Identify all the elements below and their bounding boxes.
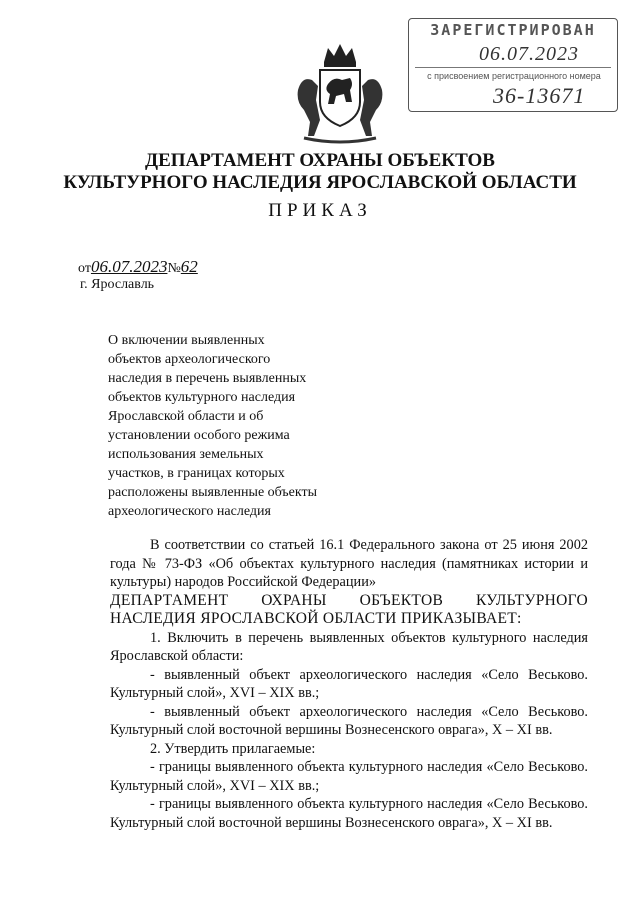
department-name-line2: КУЛЬТУРНОГО НАСЛЕДИЯ ЯРОСЛАВСКОЙ ОБЛАСТИ bbox=[63, 172, 577, 193]
order-subject bbox=[108, 331, 358, 521]
department-name-line1: ДЕПАРТАМЕНТ ОХРАНЫ ОБЪЕКТОВ bbox=[145, 150, 495, 171]
order-body bbox=[110, 536, 588, 832]
coat-of-arms-icon bbox=[290, 40, 390, 150]
stamp-divider bbox=[415, 67, 611, 68]
item-2-subitem-2: - границы выявленного объекта культурного наследия «Село Веськово. Культурный слой восточной вершины Вознесенского оврага», X – XI вв. bbox=[110, 796, 588, 831]
stamp-number: 36-13671 bbox=[493, 83, 586, 108]
item-2-paragraph: 2. Утвердить прилагаемые: bbox=[150, 740, 316, 757]
order-number: 62 bbox=[180, 257, 198, 276]
subject-line: использования земельных bbox=[108, 447, 264, 462]
subject-line: О включении выявленных bbox=[108, 333, 265, 348]
subject-line: объектов археологического bbox=[108, 352, 271, 367]
item-1-subitem-1: - выявленный объект археологического наследия «Село Веськово. Культурный слой», XVI – XIX вв.; bbox=[110, 666, 588, 701]
subject-line: объектов культурного наследия bbox=[108, 390, 296, 405]
stamp-note: с присвоением регистрационного номера bbox=[427, 71, 601, 81]
stamp-title: ЗАРЕГИСТРИРОВАН bbox=[430, 21, 596, 39]
subject-line: наследия в перечень выявленных bbox=[108, 371, 307, 386]
city: г. Ярославль bbox=[80, 277, 155, 292]
subject-line: установлении особого режима bbox=[108, 428, 290, 443]
date-prefix: от bbox=[78, 261, 91, 276]
order-date-line bbox=[78, 257, 198, 277]
registration-stamp bbox=[408, 18, 618, 112]
order-date: 06.07.2023 bbox=[90, 257, 168, 276]
stamp-date: 06.07.2023 bbox=[479, 43, 579, 65]
subject-line: участков, в границах которых bbox=[108, 466, 285, 481]
subject-line: археологического наследия bbox=[108, 504, 271, 519]
document-type: ПРИКАЗ bbox=[268, 200, 372, 221]
item-1-subitem-2: - выявленный объект археологического наследия «Село Веськово. Культурный слой восточной вершины Вознесенского оврага», X – XI вв. bbox=[110, 703, 588, 738]
item-1-paragraph: 1. Включить в перечень выявленных объектов культурного наследия Ярославской области: bbox=[110, 629, 588, 664]
item-2-subitem-1: - границы выявленного объекта культурного наследия «Село Веськово. Культурный слой», XVI – XIX вв.; bbox=[110, 759, 588, 794]
preamble-paragraph: В соответствии со статьей 16.1 Федерального закона от 25 июня 2002 года № 73-ФЗ «Об объектах культурного наследия (памятниках истории и культуры) народов Российской Федерации» bbox=[110, 537, 588, 590]
subject-line: Ярославской области и об bbox=[108, 409, 264, 424]
order-directive: ДЕПАРТАМЕНТ ОХРАНЫ ОБЪЕКТОВ КУЛЬТУРНОГО НАСЛЕДИЯ ЯРОСЛАВСКОЙ ОБЛАСТИ ПРИКАЗЫВАЕТ: bbox=[110, 591, 588, 627]
subject-line: расположены выявленные объекты bbox=[108, 485, 318, 500]
number-prefix: № bbox=[167, 261, 181, 276]
